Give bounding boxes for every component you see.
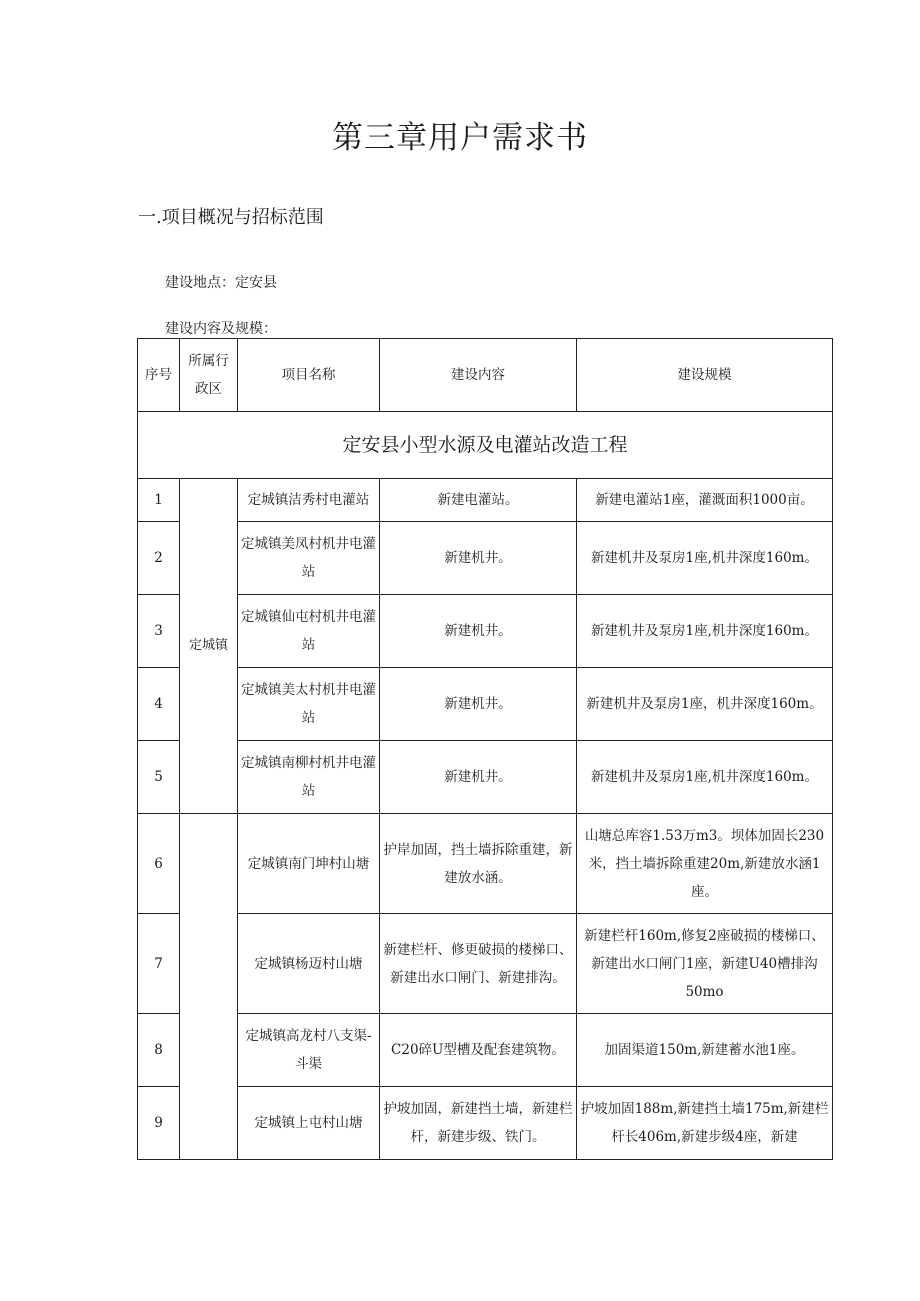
header-name: 项目名称 [238,339,380,412]
section-heading: 一.项目概况与招标范围 [138,207,324,228]
row-content: 护坡加固，新建挡土墙，新建栏杆，新建步级、铁门。 [380,1087,577,1160]
table-row [138,741,833,814]
row-content: 护岸加固，挡土墙拆除重建，新建放水涵。 [380,814,577,914]
row-name: 定城镇仙屯村机井电灌站 [238,595,380,668]
row-scale: 护坡加固188m,新建挡土墙175m,新建栏杆长406m,新建步级4座，新建 [577,1087,833,1160]
row-no: 4 [138,668,180,741]
row-no: 5 [138,741,180,814]
row-name: 定城镇上屯村山塘 [238,1087,380,1160]
table-row [138,595,833,668]
row-no: 9 [138,1087,180,1160]
row-scale: 新建电灌站1座，灌溉面积1000亩。 [577,479,833,522]
table-row [138,1014,833,1087]
row-no: 6 [138,814,180,914]
table-row [138,1087,833,1160]
row-scale: 新建栏杆160m,修复2座破损的楼梯口、新建出水口闸门1座，新建U40槽排沟50mo [577,914,833,1014]
row-no: 2 [138,522,180,595]
row-name: 定城镇南柳村机井电灌站 [238,741,380,814]
row-scale: 新建机井及泵房1座，机井深度160m。 [577,668,833,741]
row-no: 8 [138,1014,180,1087]
row-scale: 新建机井及泵房1座,机井深度160m。 [577,522,833,595]
table-row [138,479,833,522]
row-no: 3 [138,595,180,668]
table-row [138,522,833,595]
table-row [138,668,833,741]
row-content: 新建机井。 [380,522,577,595]
district-cell: 定城镇 [180,479,238,814]
table-row [138,814,833,914]
project-table [137,338,833,1160]
project-title: 定安县小型水源及电灌站改造工程 [138,412,833,479]
row-content: 新建栏杆、修更破损的楼梯口、新建出水口闸门、新建排沟。 [380,914,577,1014]
construction-location: 建设地点：定安县 [165,275,277,291]
row-content: C20碎U型槽及配套建筑物。 [380,1014,577,1087]
header-content: 建设内容 [380,339,577,412]
header-district: 所属行政区 [180,339,238,412]
row-name: 定城镇南门坤村山塘 [238,814,380,914]
row-content: 新建机井。 [380,741,577,814]
page-title: 第三章用户需求书 [332,120,588,156]
header-scale: 建设规模 [577,339,833,412]
row-name: 定城镇美太村机井电灌站 [238,668,380,741]
row-scale: 新建机井及泵房1座,机井深度160m。 [577,595,833,668]
row-name: 定城镇美凤村机井电灌站 [238,522,380,595]
table-header-row [138,339,833,412]
table-row [138,914,833,1014]
row-content: 新建电灌站。 [380,479,577,522]
district-cell [180,814,238,1160]
row-name: 定城镇洁秀村电灌站 [238,479,380,522]
row-scale: 山塘总库容1.53万m3。坝体加固长230米，挡土墙拆除重建20m,新建放水涵1座。 [577,814,833,914]
row-name: 定城镇杨迈村山塘 [238,914,380,1014]
header-no: 序号 [138,339,180,412]
row-name: 定城镇高龙村八支渠-斗渠 [238,1014,380,1087]
row-no: 1 [138,479,180,522]
row-no: 7 [138,914,180,1014]
row-scale: 加固渠道150m,新建蓄水池1座。 [577,1014,833,1087]
row-content: 新建机井。 [380,668,577,741]
project-title-row [138,412,833,479]
row-content: 新建机井。 [380,595,577,668]
construction-scope-label: 建设内容及规模： [165,321,277,337]
row-scale: 新建机井及泵房1座,机井深度160m。 [577,741,833,814]
